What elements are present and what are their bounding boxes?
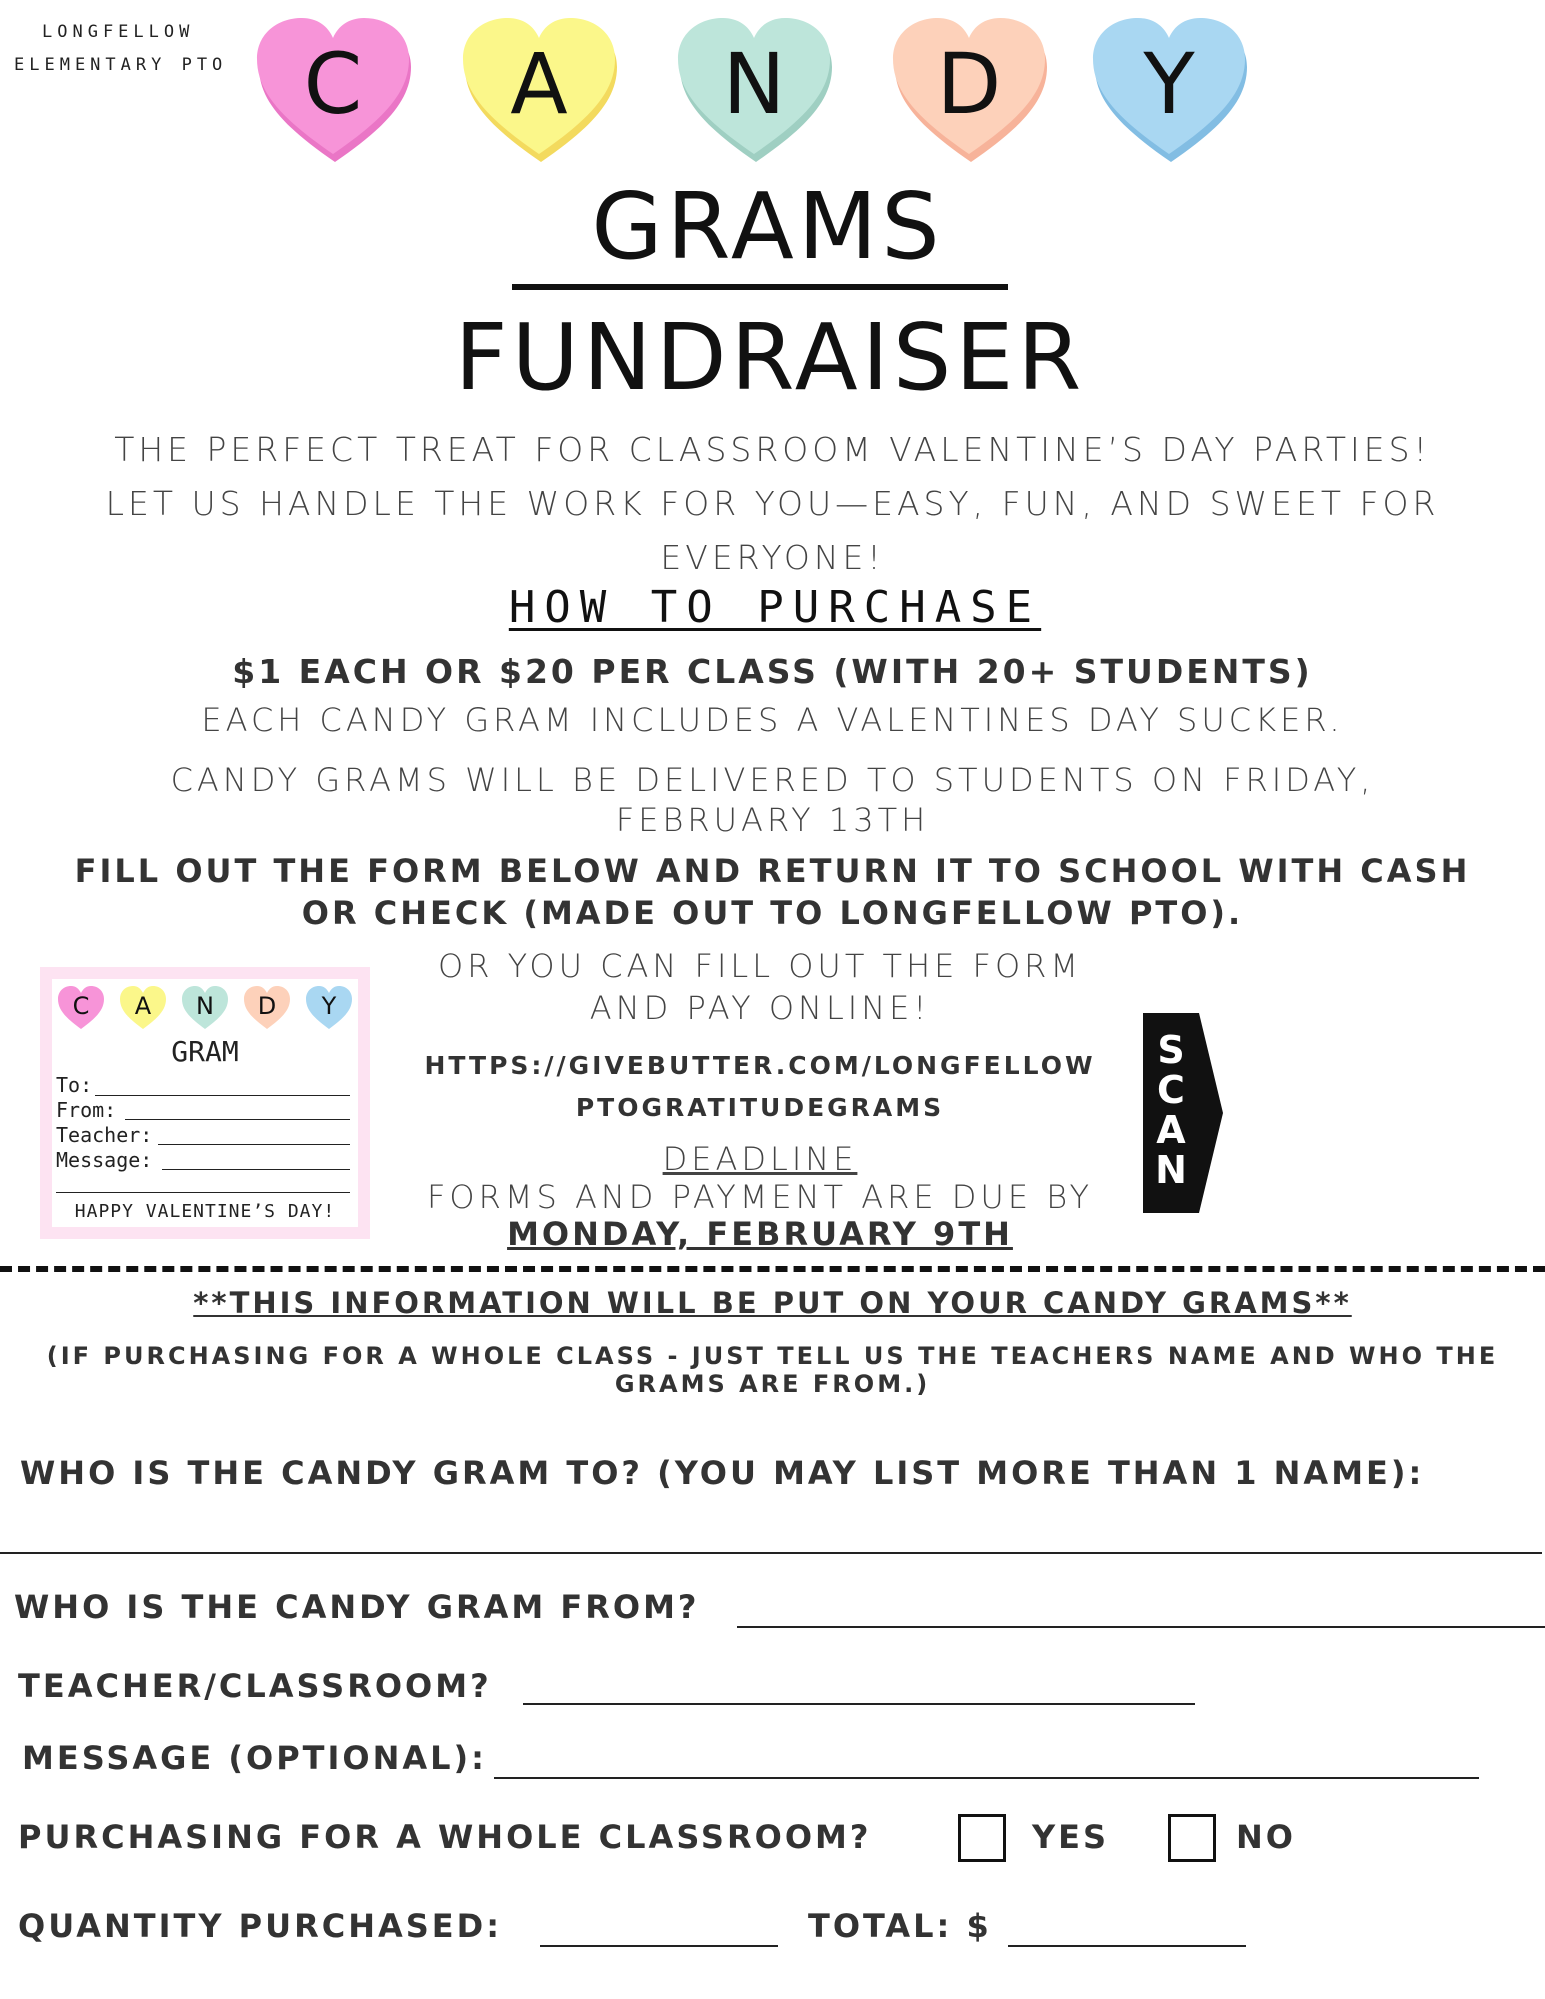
- card-to-label: To:: [56, 1073, 93, 1097]
- message-label: MESSAGE (OPTIONAL):: [22, 1739, 487, 1777]
- to-label: WHO IS THE CANDY GRAM TO? (YOU MAY LIST MORE THAN 1 NAME):: [20, 1454, 1425, 1492]
- card-title: GRAM: [171, 1035, 239, 1068]
- card-teacher-label: Teacher:: [56, 1123, 153, 1147]
- scan-letter: A: [1156, 1108, 1186, 1152]
- to-input-line[interactable]: [0, 1552, 1542, 1554]
- mini-candy-heart: [304, 985, 354, 1031]
- heart-letter: Y: [1143, 35, 1195, 133]
- card-to-line: [95, 1095, 350, 1096]
- heart-letter: C: [303, 35, 363, 133]
- card-fields: [56, 1073, 152, 1173]
- from-input-line[interactable]: [737, 1626, 1545, 1628]
- candy-heart: [458, 14, 620, 164]
- sample-candy-gram-card: [40, 967, 370, 1239]
- quantity-input-line[interactable]: [540, 1945, 778, 1947]
- note-line-2: GRAMS ARE FROM.): [614, 1370, 931, 1398]
- mini-candy-heart: [56, 985, 106, 1031]
- online-url[interactable]: [390, 1045, 1130, 1129]
- org-name: [14, 16, 227, 82]
- card-from-line: [125, 1119, 350, 1120]
- no-label: NO: [1236, 1818, 1296, 1856]
- includes-text: EACH CANDY GRAM INCLUDES A VALENTINES DAY SUCKER.: [201, 701, 1344, 739]
- mini-heart-letter: C: [72, 992, 90, 1020]
- price-text: $1 EACH OR $20 PER CLASS (WITH 20+ STUDENTS): [232, 652, 1313, 691]
- teacher-label: TEACHER/CLASSROOM?: [18, 1667, 492, 1705]
- scan-text: [1143, 1030, 1199, 1190]
- mini-candy-heart: [242, 985, 292, 1031]
- mini-heart-letter: D: [257, 992, 277, 1020]
- how-to-purchase-heading: HOW TO PURCHASE: [508, 582, 1042, 633]
- fill-line-2: OR CHECK (MADE OUT TO LONGFELLOW PTO).: [301, 894, 1244, 932]
- mini-heart-letter: Y: [321, 992, 337, 1020]
- no-checkbox[interactable]: [1168, 1814, 1216, 1862]
- heart-letter: D: [936, 35, 1002, 133]
- card-message-line: [162, 1169, 350, 1170]
- intro-text: [40, 423, 1505, 585]
- deadline-text: FORMS AND PAYMENT ARE DUE BY: [427, 1178, 1093, 1216]
- form-notice: **THIS INFORMATION WILL BE PUT ON YOUR CANDY GRAMS**: [193, 1286, 1352, 1320]
- mini-candy-heart: [118, 985, 168, 1031]
- heart-letter: A: [510, 35, 568, 133]
- intro-line-3: EVERYONE!: [660, 538, 885, 577]
- yes-label: YES: [1032, 1818, 1110, 1856]
- online-line-1: OR YOU CAN FILL OUT THE FORM: [438, 947, 1082, 985]
- scan-letter: C: [1157, 1068, 1185, 1112]
- url-line-1[interactable]: HTTPS://GIVEBUTTER.COM/LONGFELLOW: [424, 1051, 1096, 1080]
- grams-title: GRAMS: [591, 173, 944, 280]
- total-label: TOTAL: $: [808, 1907, 992, 1945]
- org-line-2: ELEMENTARY PTO: [14, 55, 228, 75]
- url-line-2[interactable]: PTOGRATITUDEGRAMS: [575, 1093, 945, 1122]
- delivery-line-2: FEBRUARY 13TH: [615, 801, 930, 839]
- delivery-text: [40, 760, 1505, 840]
- yes-checkbox[interactable]: [958, 1814, 1006, 1862]
- intro-line-1: THE PERFECT TREAT FOR CLASSROOM VALENTINE’S DAY PARTIES!: [114, 430, 1431, 469]
- fill-instructions: [20, 850, 1525, 934]
- candy-heart: [252, 14, 414, 164]
- total-input-line[interactable]: [1008, 1945, 1246, 1947]
- card-extra-line: [56, 1192, 350, 1193]
- online-text: [390, 945, 1130, 1029]
- mini-heart-letter: N: [196, 992, 214, 1020]
- card-from-label: From:: [56, 1098, 117, 1122]
- from-label: WHO IS THE CANDY GRAM FROM?: [14, 1588, 700, 1626]
- deadline-label: DEADLINE: [662, 1140, 858, 1178]
- quantity-label: QUANTITY PURCHASED:: [18, 1907, 502, 1945]
- card-message-label: Message:: [56, 1148, 153, 1172]
- intro-line-2: LET US HANDLE THE WORK FOR YOU—EASY, FUN, AND SWEET FOR: [105, 484, 1440, 523]
- candy-heart: [673, 14, 835, 164]
- note-line-1: (IF PURCHASING FOR A WHOLE CLASS - JUST TELL US THE TEACHERS NAME AND WHO THE: [46, 1342, 1499, 1370]
- title-divider: [512, 284, 1008, 290]
- org-line-1: LONGFELLOW: [42, 22, 195, 42]
- candy-heart: [1088, 14, 1250, 164]
- scan-letter: N: [1155, 1148, 1187, 1192]
- whole-class-label: PURCHASING FOR A WHOLE CLASSROOM?: [18, 1818, 872, 1856]
- cut-line: [0, 1266, 1545, 1272]
- fundraiser-title: FUNDRAISER: [454, 304, 1086, 411]
- delivery-line-1: CANDY GRAMS WILL BE DELIVERED TO STUDENTS ON FRIDAY,: [170, 761, 1375, 799]
- heart-letter: N: [722, 35, 786, 133]
- card-footer: HAPPY VALENTINE’S DAY!: [74, 1201, 336, 1222]
- deadline-date: MONDAY, FEBRUARY 9TH: [507, 1215, 1013, 1253]
- message-input-line[interactable]: [494, 1777, 1479, 1779]
- teacher-input-line[interactable]: [523, 1703, 1195, 1705]
- scan-letter: S: [1157, 1028, 1185, 1072]
- fill-line-1: FILL OUT THE FORM BELOW AND RETURN IT TO SCHOOL WITH CASH: [74, 852, 1471, 890]
- card-teacher-line: [158, 1144, 350, 1145]
- online-line-2: AND PAY ONLINE!: [589, 989, 931, 1027]
- form-note: [20, 1342, 1525, 1398]
- mini-heart-letter: A: [134, 992, 152, 1020]
- candy-heart: [888, 14, 1050, 164]
- mini-candy-heart: [180, 985, 230, 1031]
